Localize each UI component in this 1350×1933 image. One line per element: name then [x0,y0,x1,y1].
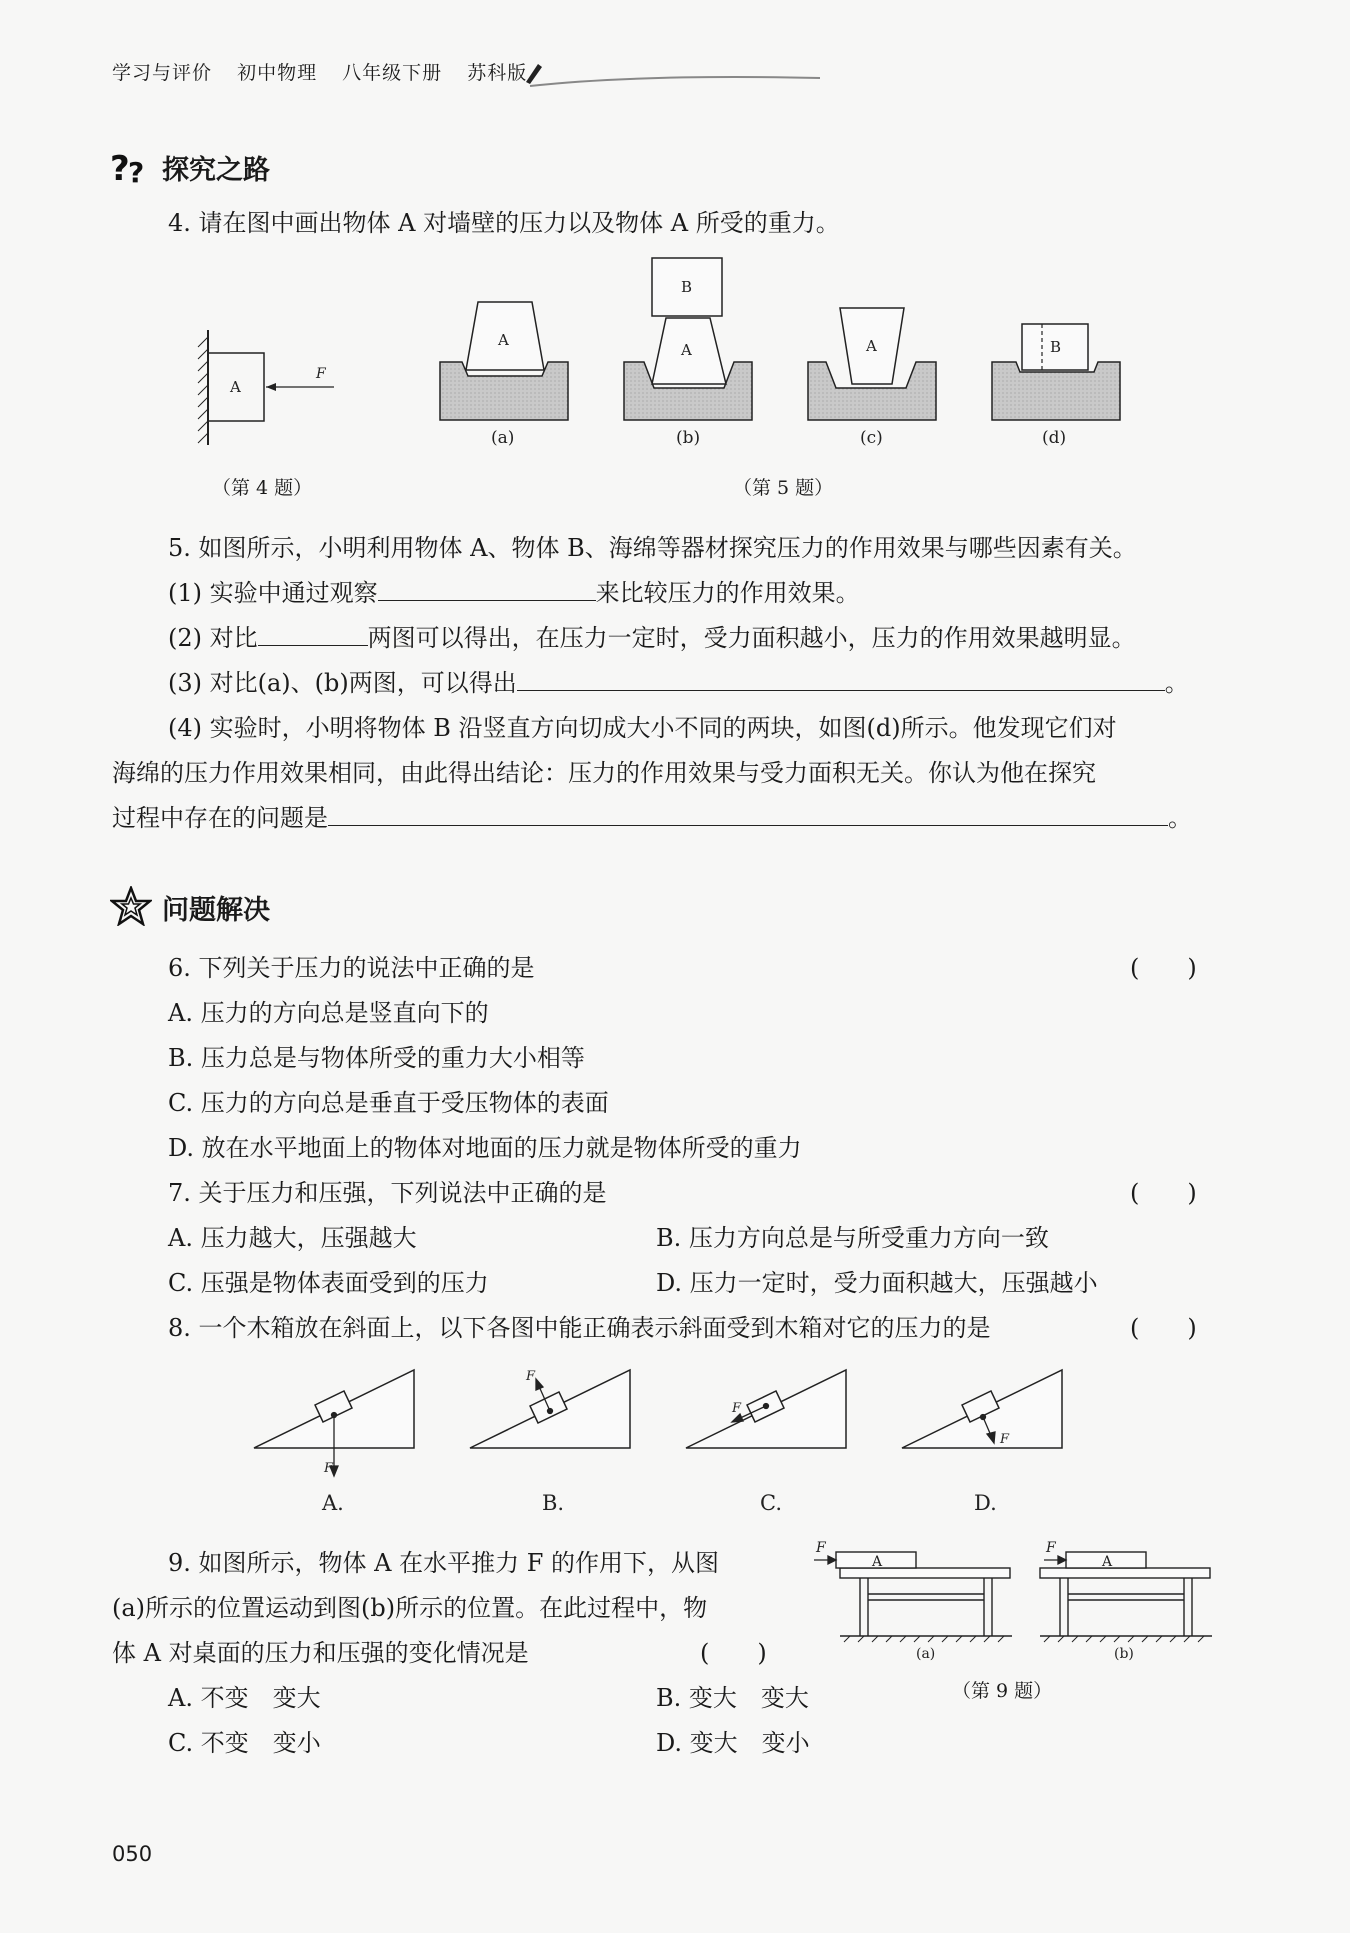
running-header [112,58,545,85]
q5-part1-b: 来比较压力的作用效果。 [595,579,860,607]
q5b-block-label: A [681,341,692,359]
q7-option-a: A. 压力越大，压强越大 [168,1224,417,1252]
q8b-force: F [526,1369,536,1384]
q9-option-c: C. 不变 变小 [168,1729,321,1757]
q8-label-d: D. [974,1491,997,1515]
q5-label-a: (a) [491,428,515,448]
q6-option-b: B. 压力总是与物体所受的重力大小相等 [168,1044,585,1072]
q5a-block-label: A [498,331,509,349]
q6-option-a: A. 压力的方向总是竖直向下的 [168,999,489,1027]
q4-wall-figure [188,325,338,450]
q5b-top-block-label: B [681,278,693,296]
q6-option-c: C. 压力的方向总是垂直于受压物体的表面 [168,1089,609,1117]
q8-stem: 8. 一个木箱放在斜面上，以下各图中能正确表示斜面受到木箱对它的压力的是 [168,1314,991,1342]
svg-text:?: ? [128,156,145,188]
q9-line2: (a)所示的位置运动到图(b)所示的位置。在此过程中，物 [112,1594,708,1622]
q9-label-b: (b) [1114,1646,1134,1662]
q9a-block: A [872,1554,883,1570]
q5-stem: 5. 如图所示，小明利用物体 A、物体 B、海绵等器材探究压力的作用效果与哪些因素有关。 [168,534,1137,562]
q8d-force: F [1000,1432,1010,1447]
q5-sponge-figure [438,252,1138,452]
q5-part4-end: 。 [1168,804,1192,832]
q6-answer-paren[interactable]: ( ) [1130,954,1197,982]
q7-option-c: C. 压强是物体表面受到的压力 [168,1269,489,1297]
q9-option-a: A. 不变 变大 [168,1684,321,1712]
q5-label-d: (d) [1042,428,1067,448]
q8-answer-paren[interactable]: ( ) [1130,1314,1197,1342]
q5c-block-label: A [866,337,877,355]
q5-part2-b: 两图可以得出，在压力一定时，受力面积越小，压力的作用效果越明显。 [367,624,1136,652]
q7-answer-paren[interactable]: ( ) [1130,1179,1197,1207]
header-grade: 八年级下册 [342,62,443,84]
q9b-force: F [1046,1540,1056,1556]
pen-swoosh-icon [520,60,830,90]
q8-incline-figure [250,1368,1080,1518]
q5-part4-line2: 海绵的压力作用效果相同，由此得出结论：压力的作用效果与受力面积无关。你认为他在探究 [112,759,1096,787]
q8c-force: F [732,1401,742,1416]
q4-block-label: A [230,378,241,396]
q5-label-b: (b) [676,428,701,448]
q9b-block: A [1102,1554,1113,1570]
q5-part4-line1: (4) 实验时，小明将物体 B 沿竖直方向切成大小不同的两块，如图(d)所示。他发现它们对 [168,714,1117,742]
q4-force-label: F [316,366,326,382]
header-edition: 苏科版 [467,62,528,84]
q5-part3 [168,663,1189,698]
q7-option-d: D. 压力一定时，受力面积越大，压强越小 [656,1269,1098,1297]
header-subject: 初中物理 [237,62,318,84]
q5-part2-blank[interactable] [258,644,368,646]
q5-part4-line3-text: 过程中存在的问题是 [112,804,328,832]
q8-label-b: B. [542,1491,565,1515]
q4-caption: （第 4 题） [212,477,313,499]
q8-label-c: C. [760,1491,782,1515]
q9-table-figure [800,1532,1220,1672]
q9-answer-paren[interactable]: ( ) [700,1639,767,1667]
q9-option-d: D. 变大 变小 [656,1729,810,1757]
q5-part2-a: (2) 对比 [168,624,258,652]
q5-part4-blank[interactable] [328,824,1168,826]
q7-option-b: B. 压力方向总是与所受重力方向一致 [656,1224,1049,1252]
question-marks-icon [110,148,156,188]
q9a-force: F [816,1540,826,1556]
section-title-explore: 探究之路 [162,155,270,186]
q8-label-a: A. [322,1491,344,1515]
q8a-force: F [324,1461,334,1476]
q6-stem: 6. 下列关于压力的说法中正确的是 [168,954,535,982]
page-number: 050 [112,1842,153,1866]
q9-line3: 体 A 对桌面的压力和压强的变化情况是 [112,1639,529,1667]
section-title-solve: 问题解决 [162,895,270,926]
q6-option-d: D. 放在水平地面上的物体对地面的压力就是物体所受的重力 [168,1134,802,1162]
q5-part2 [168,618,1136,653]
q5d-block-label: B [1050,338,1062,356]
q5-part1 [168,573,860,608]
q5-part1-a: (1) 实验中通过观察 [168,579,378,607]
svg-text:?: ? [110,149,130,188]
q5-label-c: (c) [860,428,883,448]
q9-option-b: B. 变大 变大 [656,1684,809,1712]
q5-part1-blank[interactable] [378,599,596,601]
q7-stem: 7. 关于压力和压强，下列说法中正确的是 [168,1179,607,1207]
q9-caption: （第 9 题） [952,1680,1053,1702]
q5-part4-line3 [112,798,1192,833]
q9-line1: 9. 如图所示，物体 A 在水平推力 F 的作用下，从图 [168,1549,720,1577]
q9-label-a: (a) [916,1646,936,1662]
q5-part3-a: (3) 对比(a)、(b)两图，可以得出 [168,669,517,697]
q4-text: 4. 请在图中画出物体 A 对墙壁的压力以及物体 A 所受的重力。 [168,209,840,237]
header-book: 学习与评价 [112,62,213,84]
q5-part3-end: 。 [1164,669,1189,697]
q5-part3-blank[interactable] [517,689,1165,691]
star-icon [110,886,152,926]
q5-caption: （第 5 题） [733,477,834,499]
